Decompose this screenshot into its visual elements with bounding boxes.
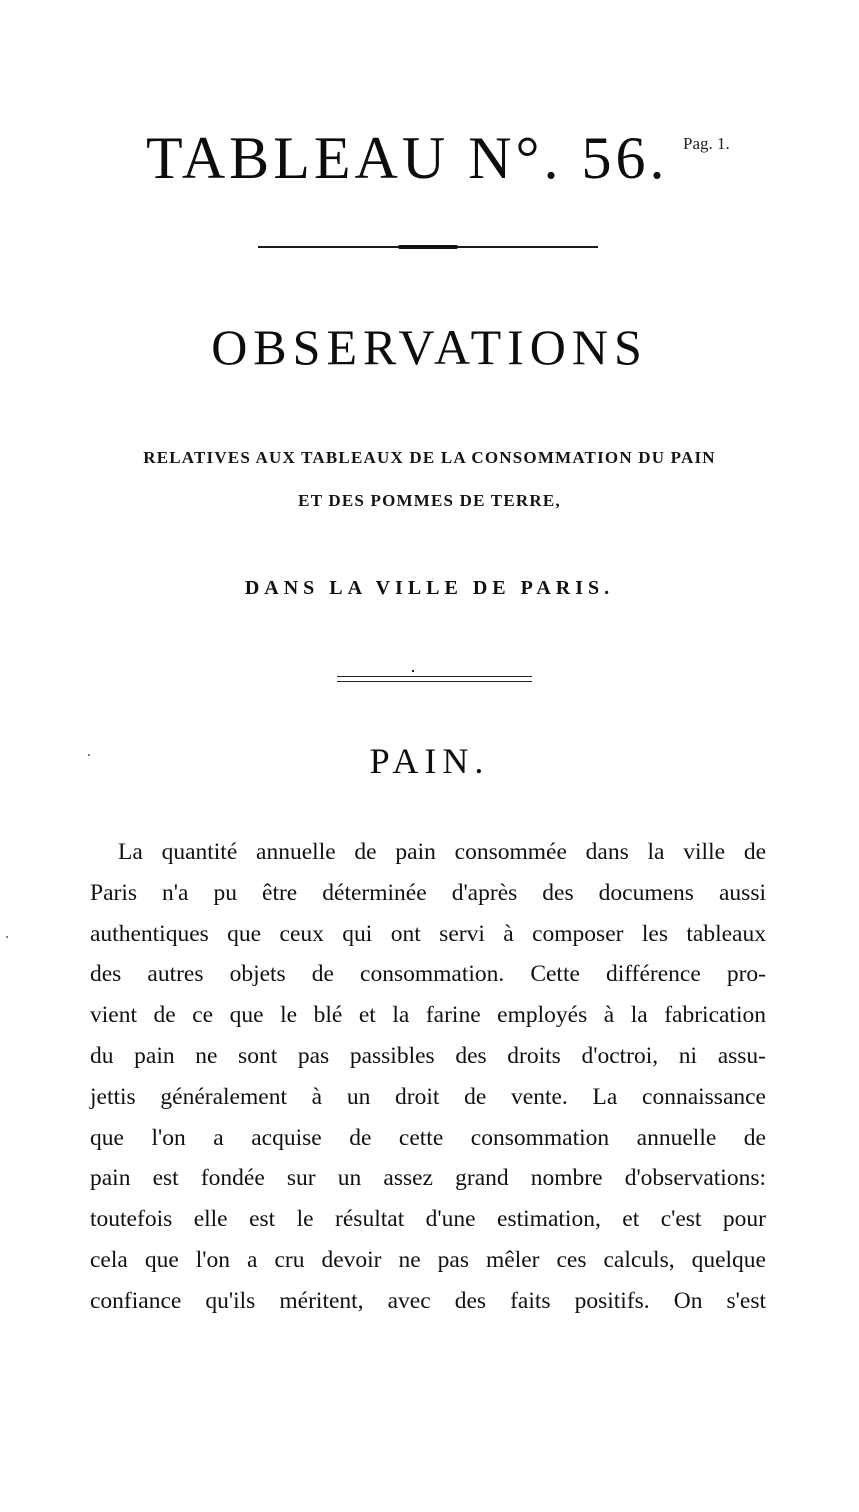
text-line: confiance qu'ils méritent, avec des faits positifs. On s'est [90,1287,766,1314]
city-line: DANS LA VILLE DE PARIS. [244,577,615,599]
text-line: La quantité annuelle de pain consommée dans la ville de [118,839,766,865]
ornamental-rule [258,246,598,248]
title-row [0,118,859,198]
text-line: des autres objets de consommation. Cette différence pro- [90,961,766,988]
text-line: authentiques que ceux qui ont servi à composer les tableaux [90,920,766,947]
scan-speck [88,754,90,756]
table-title: TABLEAU N°. 56. [146,125,669,191]
text-line: du pain ne sont pas passibles des droits d'octroi, ni assu- [90,1042,766,1069]
text-line: cela que l'on a cru devoir ne pas mêler ces calculs, quelque [90,1246,766,1273]
main-heading: OBSERVATIONS [211,319,648,375]
text-line: pain est fondée sur un assez grand nombre d'observations: [90,1165,766,1192]
text-line: Paris n'a pu être déterminée d'après des documens aussi [90,879,766,906]
double-rule [337,676,532,682]
text-line: vient de ce que le blé et la farine employés à la fabrication [90,1002,766,1029]
scan-speck [6,936,8,938]
text-line: que l'on a acquise de cette consommation annuelle de [90,1124,766,1151]
text-line: jettis généralement à un droit de vente. La connaissance [90,1083,766,1110]
text-line: toutefois elle est le résultat d'une estimation, et c'est pour [90,1206,766,1233]
subtitle-line-2: ET DES POMMES DE TERRE, [298,491,561,510]
body-paragraph [90,832,766,1322]
section-heading: PAIN. [369,741,490,781]
subtitle-line-1: RELATIVES AUX TABLEAUX DE LA CONSOMMATION DU PAIN [143,448,716,467]
page-number: Pag. 1. [683,134,730,153]
